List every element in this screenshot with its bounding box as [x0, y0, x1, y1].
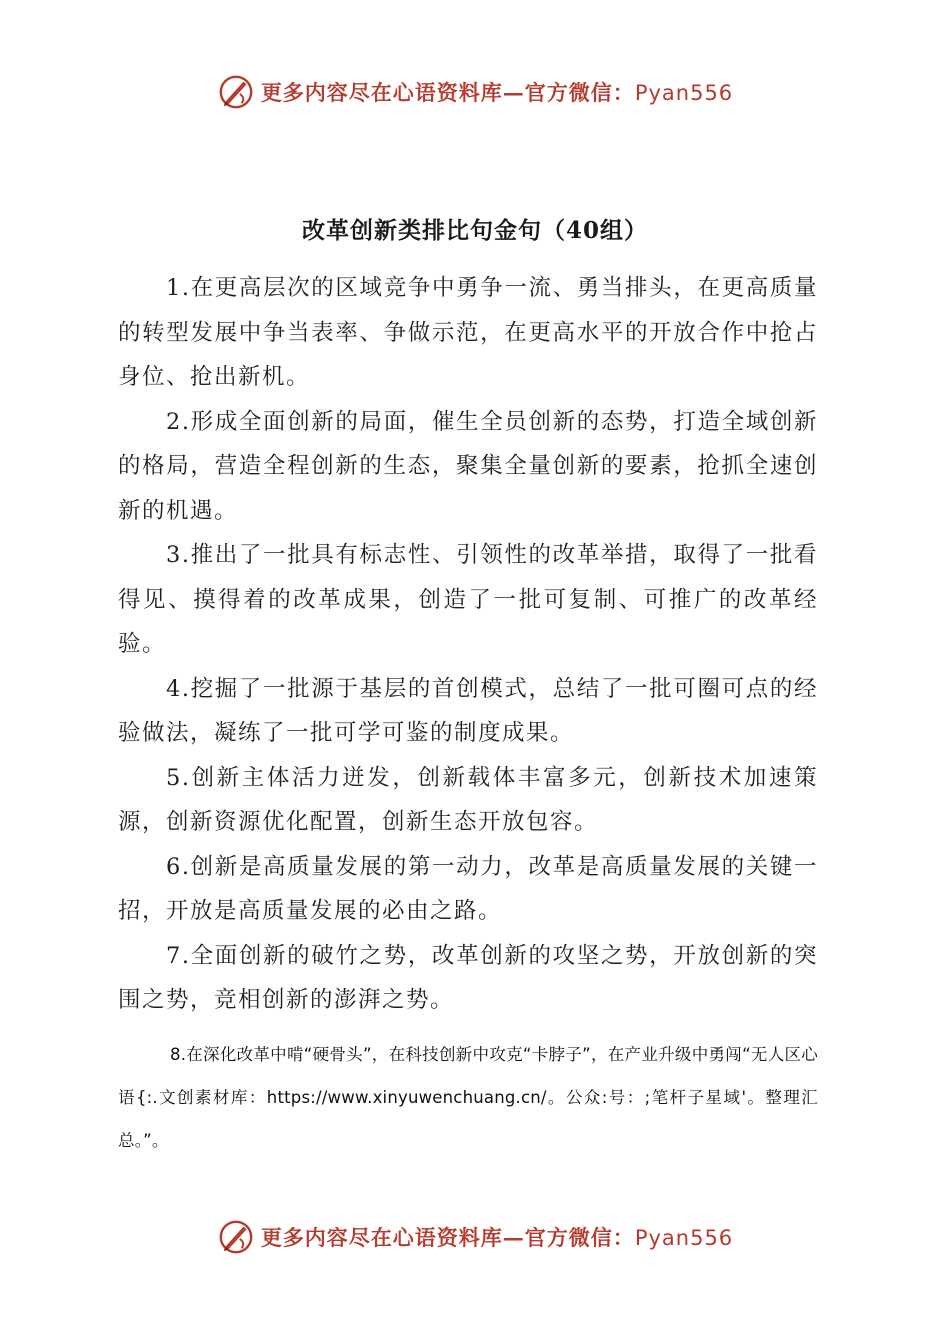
paragraph-2: 2.形成全面创新的局面，催生全员创新的态势，打造全域创新的格局，营造全程创新的生态，聚集全量创新的要素，抢抓全速创新的机遇。 [118, 408, 818, 524]
header-wechat-id: Pyan556 [634, 81, 734, 105]
pen-logo-icon [217, 73, 255, 111]
paragraph-8: 8.在深化改革中啃“硬骨头”，在科技创新中攻克“卡脖子”，在产业升级中勇闯“无人区心语{:.文创素材库：https://www.xinyuwenchuang.cn/。公众:号：;笔杆子星域'。整理汇总。”。 [118, 1044, 818, 1150]
paragraph-1: 1.在更高层次的区域竞争中勇争一流、勇当排头，在更高质量的转型发展中争当表率、争做示范，在更高水平的开放合作中抢占身位、抢出新机。 [118, 275, 818, 390]
paragraph-3: 3.推出了一批具有标志性、引领性的改革举措，取得了一批看得见、摸得着的改革成果，创造了一批可复制、可推广的改革经验。 [118, 542, 818, 657]
paragraph-5: 5.创新主体活力迸发，创新载体丰富多元，创新技术加速策源，创新资源优化配置，创新生态开放包容。 [118, 764, 818, 835]
paragraph-7: 7.全面创新的破竹之势，改革创新的攻坚之势，开放创新的突围之势，竞相创新的澎湃之势。 [118, 942, 818, 1013]
pen-logo-icon [217, 1218, 255, 1256]
document-title: 改革创新类排比句金句（40组） [301, 217, 648, 244]
footer-watermark-banner [0, 1215, 950, 1259]
paragraph-6: 6.创新是高质量发展的第一动力，改革是高质量发展的关键一招，开放是高质量发展的必由之路。 [118, 853, 818, 924]
paragraph-4: 4.挖掘了一批源于基层的首创模式，总结了一批可圈可点的经验做法，凝练了一批可学可鉴的制度成果。 [118, 675, 818, 746]
document-body [118, 266, 818, 1178]
footer-wechat-id: Pyan556 [634, 1226, 734, 1250]
footer-banner-text: 更多内容尽在心语资料库—官方微信：Pyan556 [260, 1225, 734, 1250]
header-watermark-banner [0, 70, 950, 114]
header-banner-text: 更多内容尽在心语资料库—官方微信：Pyan556 [260, 80, 734, 105]
